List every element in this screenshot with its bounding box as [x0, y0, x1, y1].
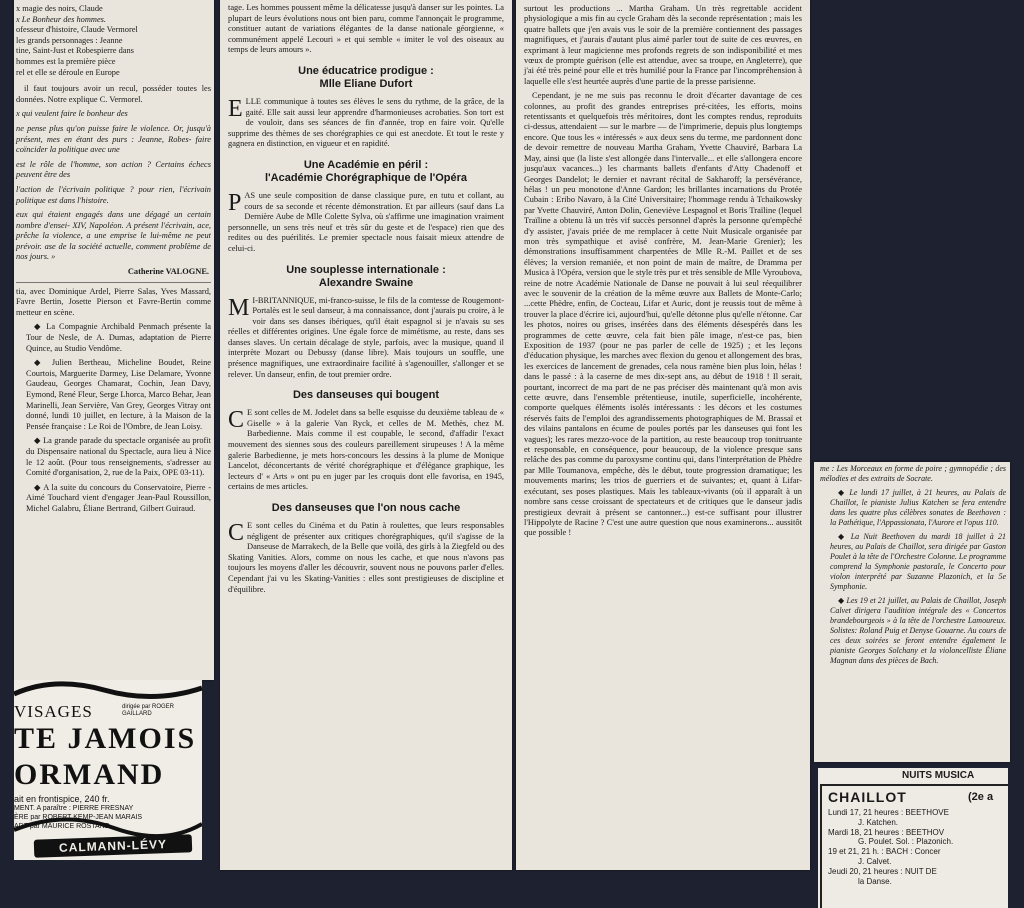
- left-column-clipping: [14, 0, 214, 680]
- program-line: Mardi 18, 21 heures : BEETHOV: [828, 827, 945, 837]
- paragraph-text: I-BRITANNIQUE, mi-franco-suisse, le fils de la comtesse de Rougemont-Portalès est le seul danseur, à ma connaissance, dont j'aurais pu croire, à le voir dans ses danses ibériques, qu'il était espagnol si je n'avais su ses réelles et différentes origines. Une égale force de mimétisme, au reste, dans ses danses slaves. Un certain décalage de style, parfois, avec la musique, quand il interprète Mozart ou Debussy (danse libre). Mais toujours un souffle, une présence magnifiques, une extraordinaire facilité à s'agenouiller, s'allonger et se relever. Un danseur, enfin, de tout premier ordre.: [228, 295, 504, 379]
- ad-publisher: CALMANN-LÉVY: [58, 837, 168, 855]
- venue-name: CHAILLOT: [828, 789, 907, 805]
- left-top-line: ofesseur d'histoire, Claude Vermorel: [16, 25, 138, 35]
- heading-line: Une éducatrice prodigue :: [298, 64, 434, 77]
- concert-text: Les 19 et 21 juillet, au Palais de Chaillot, Joseph Calvet dirigera l'audition intégrale des « Concertos brandebourgeois » à la tête de l'orchestre Lamoureux. Solistes: Roland Puig et Denyse Gouarne. Au cours de ces deux soirées se feront entendre également le pianiste Georges Solchany et la violoncelliste Éliane Magnan dans des pièces de Bach.: [830, 596, 1006, 665]
- book-advertisement: [14, 680, 202, 860]
- program-line: 19 et 21, 21 h. : BACH : Concer: [828, 847, 941, 857]
- left-paragraph: il faut toujours avoir un recul, posséder toutes les données. Notre explique C. Vermorel.: [16, 84, 211, 104]
- article-intro: tage. Les hommes poussent même la délicatesse jusqu'à danser sur les pointes. La plupart de leurs évolutions nous ont bien paru, comme l'annonçait le programme, constituer autant de variations élégantes de la danse nationale géorgienne, « communément appelé Lecouri » et qui semble « imiter le vol des oiseaux au temps de leurs amours ».: [228, 3, 504, 55]
- ad-collection: dirigée par ROGER GAILLARD: [122, 704, 175, 717]
- section-heading: [228, 65, 504, 91]
- program-line: J. Katchen.: [858, 817, 899, 827]
- paragraph-text: AS une seule composition de danse classique pure, en tutu et collant, au cours de sa seconde et récente démonstration. Et par ailleurs (sauf dans La Dernière Aube de Mlle Colette Sylva, où s'affirme une imagination vraiment personnelle, un sens très neuf et très sûr du geste et de l'espace) rien que des redites ou des puérilités. Le premier spectacle nous faisait mieux attendre de celui-ci.: [228, 190, 504, 253]
- concert-text: La Nuit Beethoven du mardi 18 juillet à 21 heures, au Palais de Chaillot, sera dirigée par Gaston Poulet à la tête de l'Orchestre Colonne. Le programme comprend la Symphonie pastorale, le Concerto pour violon interprété par Suzanne Plazonich, et la 5e Symphonie.: [830, 532, 1006, 591]
- ad-credit: MENT. A paraître : PIERRE FRESNAY: [14, 805, 134, 812]
- left-quote: x qui veulent faire le bonheur des: [16, 109, 128, 119]
- author-signature: Catherine VALOGNE.: [127, 267, 209, 277]
- left-quote: l'action de l'écrivain politique ? pour rien, l'écrivain politique est dans l'histoire.: [16, 184, 211, 205]
- article-paragraph: Cependant, je ne me suis pas reconnu le droit d'écarter davantage de ces colonnes, au profit des grandes entreprises pré-citées, les efforts, moins retentissants et quelquefois très méritoires, dont les comptes rendus, reproduits ci-dessus, attendaient — sur le marbre — de l'imprimerie, depuis plus longtemps encore. Que tous les « intéressés » aux deux sens du terme, me pardonnent donc de devoir remettre de nouveau Martha Graham, Yvette Chauviré, Barbara La May, ainsi que (la liste s'est allongée dans l'intervalle... et elle s'allongera encore jusqu'aux vacances...) les charmants ballets d'enfants d'Atty Chadenoff et Georges Dandelot; le dernier et navrant récital de Sakharoff; la persévérance, hélas ! un peu monotone d'Anne Gardon; les brillantes incarnations du Protée Cubain : Eribo Navaro, à la Cité Universitaire; l'hommage rendu à Tchaikowsky par Yvette Chauviré, Anton Dolin, Geneviève Lespagnol et Boris Traïline (lequel Traïline a obtenu là un très vif succès personnel d'après la personne qu'empêché d'y assister, j'avais priée de me remplacer à cette Nuit Musicale organisée par mon très sympathique et avisé confrère, M. Jean-Marie Grenier); les démonstrations insuffisamment charpentées de Mlle R.-M. Paillet et de ses élèves; la version remaniée, et non point de main de maître, de Dramma per Musica à l'Opéra, version que le style très pur et très sensible de Mlle Vyroubova, reine de notre Académie Nationale de Danse ne pouvait à lui seul réequilibrer avec le souvenir de la création de la même œuvre aux Ballets de Monte-Carlo; ...cette Phèdre, enfin, de Cocteau, Lifar et Auric, dont je reussis tout de même à trouver la place d'écrire ici, aujourd'hui, qu'elle détonne plus qu'elle n'étonne. Car les photos, noires ou grises, insérées dans des éléments désespérés dans les programmes de cette œuvre, cela fait bien pâle image, n'est-ce pas, bien Exposition de 1937 (pour ne pas parler de celle de 1925) ; et les leçons d'éducation physique, les marches avec flexion du genou et allongement des bras, les exercices de lancement de grenades, cela nous ramène bien plus loin, hélas ! dans le passé : à la caserne de mes dix-sept ans, au début de 1918 ! Il serait, pourtant, incorrect de ma part de ne pas préciser dès maintenant qu'à mon avis cette œuvre, dans l'ensemble prétentieuse, inutile, superficielle, incohérente, comporte quelques éléments isolés intéressants : les décors et les costumes réservés faits de l'emploi des agrandissements photographiques de M. Brassaï et des vilains pantalons en écume de poules portés par les danseuses qui font les vagues); les rares mezzo-voce de la partition, au reste beaucoup trop tonitruante et responsable, en conséquence, pour beaucoup, de la violence presque sans relâche des pas comme du paroxysme continu qui, dans l'interprétation de Phèdre par Mlle Toumanova, empêche, dès le début, toute progression dramatique; les mouvements marins; les trios de guerriers et de suivantes; et, quant à Lifar-exécutant, ses poses plastiques. Mais les tableaux-vivants (où il apparaît à un nombre sans cesse croissant de spectateurs et de critiques que le danseur jadis prestigieux devrait à présent se cantonner...) est-ce suffisant pour illustrer l'Hippolyte de Racine ? C'est une autre question que nous examinerons... aussitôt que possible !: [524, 90, 802, 538]
- concert-item: ◆ La Nuit Beethoven du mardi 18 juillet à 21 heures, au Palais de Chaillot, sera dirigée par Gaston Poulet à la tête de l'Orchestre Colonne. Le programme comprend la Symphonie pastorale, le Concerto pour violon interprété par Suzanne Plazonich, et la 5e Symphonie.: [830, 532, 1006, 591]
- left-top-lines: [16, 4, 211, 78]
- nuits-title: NUITS MUSICA: [902, 770, 975, 781]
- heading-line: Une souplesse internationale :: [286, 263, 446, 276]
- program-line: Jeudi 20, 21 heures : NUIT DE: [828, 866, 937, 876]
- article-paragraph: [228, 191, 504, 255]
- brief-text: Julien Bertheau, Micheline Boudet, Reine Courtois, Marguerite Darmey, Lise Delamare, Yvonne Gaudeau, Georges Chamarat, Cochin, Jean Davy, Eymond, René Fleur, Serge Lhorca, Marco Behar, Jean Marinelli, Jean Servière, Van Grey, Georges Vitray ont donné, lundi 10 juillet, en lecture, à la Maison de la Pensée française : Le Roi de l'Ombre, de Jean Loisy.: [26, 358, 211, 431]
- brief-text: La grande parade du spectacle organisée au profit du Dispensaire national du Spectacle, aura lieu à Nice le 12 août. (Pour tous renseignements, s'adresser au Comité d'organisation, 2, rue de la Paix, OPE 03-11).: [26, 436, 211, 478]
- concert-item: ◆ Le lundi 17 juillet, à 21 heures, au Palais de Chaillot, le pianiste Julius Katchen se fera entendre dans les quatre plus célèbres sonates de Beethoven : la Pathétique, l'Appassionata, l'Aurore et l'opus 110.: [830, 488, 1006, 527]
- ad-price: ait en frontispice, 240 fr.: [14, 794, 110, 804]
- paragraph-text: E sont celles de M. Jodelet dans sa belle esquisse du deuxième tableau de « Giselle » à la galerie Van Ryck, et celles de M. Methès, chez M. Barbedienne. Mais comme il est coupable, le second, d'affadir l'exact mouvement des siennes sous des couleurs pareillement sirupeuses ! A la même galerie Barbedienne, je mets hors-concours les dessins à la plume de Monique Lancelot, déconcertants de vérité chorégraphique et d'élégance graphique, les lecteurs d' « Arts » ont pu en juger par les croquis dont elle favorisa, en 1945, certains de mes articles.: [228, 408, 504, 492]
- brief-item: ◆ A la suite du concours du Conservatoire, Pierre - Aimé Touchard vient d'engager Jean-Paul Roussillon, Michel Galabru, Éliane Bertrand, Gilbert Guiraud.: [26, 482, 211, 513]
- nuits-musicales-box: [818, 768, 1008, 908]
- drop-cap: M: [228, 294, 250, 321]
- concert-text: Le lundi 17 juillet, à 21 heures, au Palais de Chaillot, le pianiste Julius Katchen se fera entendre dans les quatre plus célèbres sonates de Beethoven : la Pathétique, l'Appassionata, l'Aurore et l'opus 110.: [830, 488, 1006, 527]
- article-paragraph: [228, 97, 504, 150]
- ad-title-line-1: TE JAMOIS: [14, 722, 197, 755]
- left-quote: ne pense plus qu'on puisse faire le violence. Or, jusqu'à présent, mes en étant des purs : Jeanne, Robes- faire coïncider la politique avec une: [16, 123, 211, 155]
- left-top-line: rel et elle se déroule en Europe: [16, 67, 120, 77]
- heading-line: Mlle Eliane Dufort: [319, 77, 413, 90]
- brief-item: tia, avec Dominique Ardel, Pierre Salas, Yves Massard, Favre Bertin, Josette Pierson et Favre-Bertin comme metteur en scène.: [16, 286, 211, 317]
- heading-line: Alexandre Swaine: [318, 276, 414, 289]
- section-heading: Des danseuses qui bougent: [292, 389, 440, 402]
- brief-item: ◆ La Compagnie Archibald Penmach présente la Tour de Nesle, de A. Dumas, adaptation de Pierre Quince, au Studio Vendôme.: [26, 322, 211, 353]
- listing-intro: me : Les Morceaux en forme de poire ; gymnopédie ; des mélodies et des extraits de Socrate.: [820, 464, 1006, 483]
- program-list: [828, 808, 953, 886]
- drop-cap: E: [228, 95, 243, 122]
- ad-credit: ÈRE par ROBERT KEMP-JEAN MARAIS: [14, 814, 143, 821]
- left-top-line: x Le Bonheur des hommes.: [16, 14, 107, 24]
- section-heading: [228, 264, 504, 290]
- left-quote: est le rôle de l'homme, son action ? Certains échecs peuvent être des: [16, 159, 211, 180]
- drop-cap: C: [228, 407, 245, 434]
- venue-edition: (2e a: [968, 791, 994, 803]
- article-paragraph: [228, 296, 504, 381]
- concert-listings-clipping: [814, 462, 1010, 762]
- program-line: G. Poulet. Sol. : Plazonich.: [858, 837, 954, 847]
- brief-text: A la suite du concours du Conservatoire, Pierre - Aimé Touchard vient d'engager Jean-Paul Roussillon, Michel Galabru, Éliane Bertrand, Gilbert Guiraud.: [26, 482, 211, 513]
- section-heading: [228, 159, 504, 185]
- article-paragraph: [228, 521, 504, 595]
- heading-line: Une Académie en péril :: [303, 158, 429, 171]
- brief-item: ◆ La grande parade du spectacle organisée au profit du Dispensaire national du Spectacle, aura lieu à Nice le 12 août. (Pour tous renseignements, s'adresser au Comité d'organisation, 2, rue de la Paix, OPE 03-11).: [26, 436, 211, 478]
- left-top-line: les grands personnages : Jeanne: [16, 35, 123, 45]
- section-heading: Des danseuses que l'on nous cache: [271, 502, 461, 514]
- divider: [16, 282, 211, 283]
- left-quote: eux qui étaient engagés dans une dégagé un certain nombre d'ensei- XIV, Napoléon. A présent l'écrivain, ace, prêche la violence, a une emprise le lui-même ne peut prévoir. ase de la société actuelle, comment problème de nos jours. »: [16, 210, 211, 262]
- left-top-line: tine, Saint-Just et Robespierre dans: [16, 46, 134, 56]
- article-paragraph: surtout les productions ... Martha Graham. Un très regrettable accident physiologique a mis fin au cycle Graham dès la seconde représentation ; mais les quatre ballets que j'en avais vus le soir de la première contiennent des passages magnifiques, et j'aurais d'autant plus aimé parler tout de suite de ces œuvres, en exprimant à leur magicienne mes profonds regrets de son indisponibilité et mes vœux de prompte guérison (elle est attendue, avec sa troupe, en Angleterre), que j'ai été très peiné pour elle et très humilié pour la France par l'incompréhension à laquelle elle s'est heurtée auprès d'une partie de la presse parisienne.: [524, 3, 802, 86]
- paragraph-text: E sont celles du Cinéma et du Patin à roulettes, que leurs responsables négligent de présenter aux critiques chorégraphiques, qu'il s'agisse de la Danseuse de Marrakech, de la Belle que voilà, des girls à la Ziegfeld ou des Skating Vanities. Alors, comme on nous les cache, et que nous n'avons pas toujours les moyens d'aller les découvrir, souvent nous ne pouvons parler d'elles. Cependant j'ai vu les Skating-Vanities : elles sont prestigieuses de discipline et d'équilibre.: [228, 521, 504, 594]
- middle-column-clipping: [220, 0, 512, 870]
- ad-visages: VISAGES: [14, 702, 93, 721]
- drop-cap: C: [228, 520, 245, 546]
- program-line: J. Calvet.: [858, 856, 892, 866]
- paragraph-text: LLE communique à toutes ses élèves le sens du rythme, de la grâce, de la gaité. Elle sait aussi leur apprendre d'harmonieuses acrobaties. Son tort est de vouloir, dans ses séances de fin d'année, trop en faire voir. Qu'elle supprime des thèmes de ses chorégraphies ce qui est anecdote. Et tout le reste y gagnera en distinction, en vigueur et en rapidité.: [228, 96, 504, 149]
- ad-title-line-2: ORMAND: [14, 758, 165, 791]
- concert-item: ◆ Les 19 et 21 juillet, au Palais de Chaillot, Joseph Calvet dirigera l'audition intégrale des « Concertos brandebourgeois » à la tête de l'orchestre Lamoureux. Solistes: Roland Puig et Denyse Gouarne. Au cours de ces deux soirées se feront entendre également le pianiste Georges Solchany et la violoncelliste Éliane Magnan dans des pièces de Bach.: [830, 596, 1006, 665]
- brief-text: La Compagnie Archibald Penmach présente la Tour de Nesle, de A. Dumas, adaptation de Pierre Quince, au Studio Vendôme.: [26, 322, 211, 353]
- program-line: Lundi 17, 21 heures : BEETHOVE: [828, 808, 949, 817]
- right-column-clipping: [516, 0, 810, 870]
- drop-cap: P: [228, 189, 242, 216]
- ad-credit: ADT par MAURICE ROSTAND.: [14, 823, 112, 830]
- heading-line: l'Académie Chorégraphique de l'Opéra: [264, 171, 468, 184]
- article-paragraph: [228, 408, 504, 493]
- brief-item: ◆ Julien Bertheau, Micheline Boudet, Reine Courtois, Marguerite Darmey, Lise Delamare, Yvonne Gaudeau, Georges Chamarat, Cochin, Jean Davy, Eymond, René Fleur, Serge Lhorca, Marco Behar, Jean Marinelli, Jean Servière, Van Grey, Georges Vitray ont donné, lundi 10 juillet, en lecture, à la Maison de la Pensée française : Le Roi de l'Ombre, de Jean Loisy.: [26, 358, 211, 431]
- program-line: la Danse.: [858, 876, 892, 886]
- left-top-line: hommes est la première pièce: [16, 56, 116, 66]
- left-top-line: x magie des noirs, Claude: [16, 4, 103, 13]
